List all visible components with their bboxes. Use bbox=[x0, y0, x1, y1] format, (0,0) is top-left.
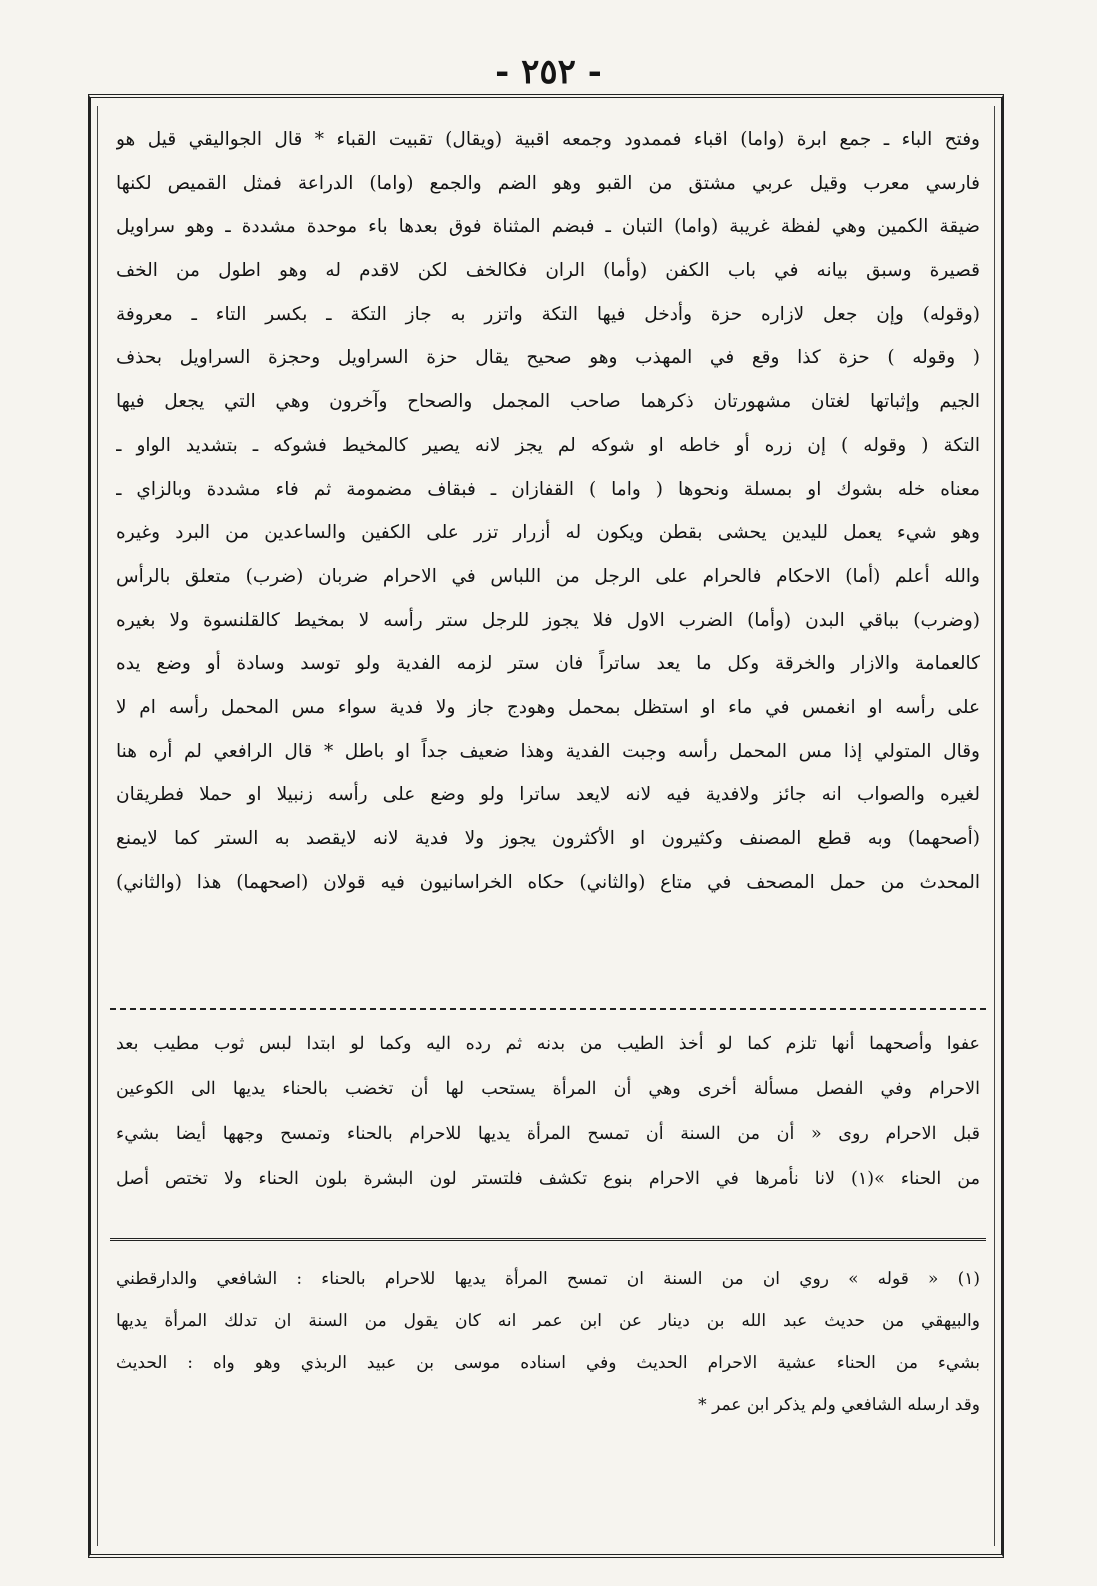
main-text-line: وقال المتولي إذا مس المحمل رأسه وجبت الفدية وهذا ضعيف جداً او باطل * قال الرافعي لم أره هنا bbox=[116, 740, 980, 762]
main-text-line: فارسي معرب وقيل عربي مشتق من القبو وهو الضم والجمع (واما) الدراعة فمثل القميص لكنها bbox=[116, 172, 980, 194]
footnote-text-block bbox=[110, 1258, 986, 1426]
main-text-line: وهو شيء يعمل لليدين يحشى بقطن ويكون له أزرار تزر على الكفين والساعدين من البرد وغيره bbox=[116, 522, 980, 544]
commentary-text-line: عفوا وأصحهما أنها تلزم كما لو أخذ الطيب من بدنه ثم رده اليه وكما لو ابتدا لبس ثوب مطيب بعد bbox=[116, 1034, 980, 1054]
main-text-line: (وضرب) بباقي البدن (وأما) الضرب الاول فلا يجوز للرجل ستر رأسه لا بمخيط كالقلنسوة ولا بغيره bbox=[116, 609, 980, 631]
main-text-line: كالعمامة والازار والخرقة وكل ما يعد ساتراً فان ستر لزمه الفدية ولو توسد وسادة أو وضع يده bbox=[116, 653, 980, 675]
footnote-divider bbox=[110, 1238, 986, 1241]
main-text-line: لغيره والصواب انه جائز ولافدية فيه لانه لايعد ساترا ولو وضع على رأسه زنبيلا او حملا فطريقان bbox=[116, 784, 980, 806]
main-text-line: ( وقوله ) حزة كذا وقع في المهذب وهو صحيح يقال حزة السراويل وحجزة السراويل بحذف bbox=[116, 347, 980, 369]
main-text-line: الجيم وإثباتها لغتان مشهورتان ذكرهما صاحب المجمل والصحاح وآخرون وهي التي يجعل فيها bbox=[116, 391, 980, 413]
main-text-line: معناه خله بشوك او بمسلة ونحوها ( واما ) القفازان ـ فبقاف مضمومة ثم فاء مشددة وبالزاي ـ bbox=[116, 478, 980, 500]
main-text-line: (أصحهما) وبه قطع المصنف وكثيرون او الأكثرون يجوز ولا فدية لانه لايقصد به الستر كما لايمنع bbox=[116, 828, 980, 849]
main-text-line: ضيقة الكمين وهي لفظة غريبة (واما) التبان ـ فبضم المثناة فوق بعدها باء موحدة مشددة ـ وهو سراويل bbox=[116, 216, 980, 238]
main-text-line: على رأسه او انغمس في ماء او استظل بمحمل وهودج جاز ولا فدية سواء مس المحمل رأسه ام لا bbox=[116, 696, 980, 718]
main-text-line: المحدث من حمل المصحف في متاع (والثاني) حكاه الخراسانيون فيه قولان (اصحهما) هذا (والثاني) bbox=[116, 871, 980, 893]
page-number: - ٢٥٢ - bbox=[495, 52, 602, 92]
main-text-line: والله أعلم (أما) الاحكام فالحرام على الرجل من اللباس في الاحرام ضربان (ضرب) متعلق بالرأس bbox=[116, 565, 980, 587]
commentary-text-line: قبل الاحرام روى « أن من السنة أن تمسح المرأة يديها للاحرام بالحناء وتمسح وجهها أيضا بشيء bbox=[116, 1124, 980, 1144]
footnote-text-line: (١) « قوله » روي ان من السنة ان تمسح المرأة يديها للاحرام بالحناء : الشافعي والدارقطني bbox=[116, 1269, 980, 1289]
commentary-text-line: من الحناء »(١) لانا نأمرها في الاحرام بنوع تكشف فلتستر لون البشرة بلون الحناء ولا تختص أصل bbox=[116, 1169, 980, 1189]
section-divider-dashed bbox=[110, 1008, 986, 1010]
footnote-text-line: بشيء من الحناء عشية الاحرام الحديث وفي اسناده موسى بن عبيد الربذي وهو واه : الحديث bbox=[116, 1353, 980, 1373]
main-text-line: وفتح الباء ـ جمع ابرة (واما) اقباء فممدود وجمعه اقبية (ويقال) تقبيت القباء * قال الجواليقي قيل هو bbox=[116, 129, 980, 150]
footnote-text-line: والبيهقي من حديث عبد الله بن دينار عن ابن عمر انه كان يقول من السنة ان تدلك المرأة يديها bbox=[116, 1311, 980, 1331]
footnote-text-line: وقد ارسله الشافعي ولم يذكر ابن عمر * bbox=[698, 1395, 980, 1415]
main-text-line: قصيرة وسبق بيانه في باب الكفن (وأما) الران فكالخف لكن لاقدم له وهو اطول من الخف bbox=[116, 260, 980, 282]
main-text-line: التكة ( وقوله ) إن زره أو خاطه او شوكه لم يجز لانه يصير كالمخيط فشوكه ـ بتشديد الواو ـ bbox=[116, 434, 980, 456]
commentary-text-block bbox=[110, 1022, 986, 1202]
main-text-line: (وقوله) وإن جعل لازاره حزة وأدخل فيها التكة واتزر به جاز التكة ـ بكسر التاء ـ معروفة bbox=[116, 303, 980, 325]
main-text-block bbox=[110, 118, 986, 904]
commentary-text-line: الاحرام وفي الفصل مسألة أخرى وهي أن المرأة يستحب لها أن تخضب بالحناء يديها الى الكوعين bbox=[116, 1079, 980, 1099]
